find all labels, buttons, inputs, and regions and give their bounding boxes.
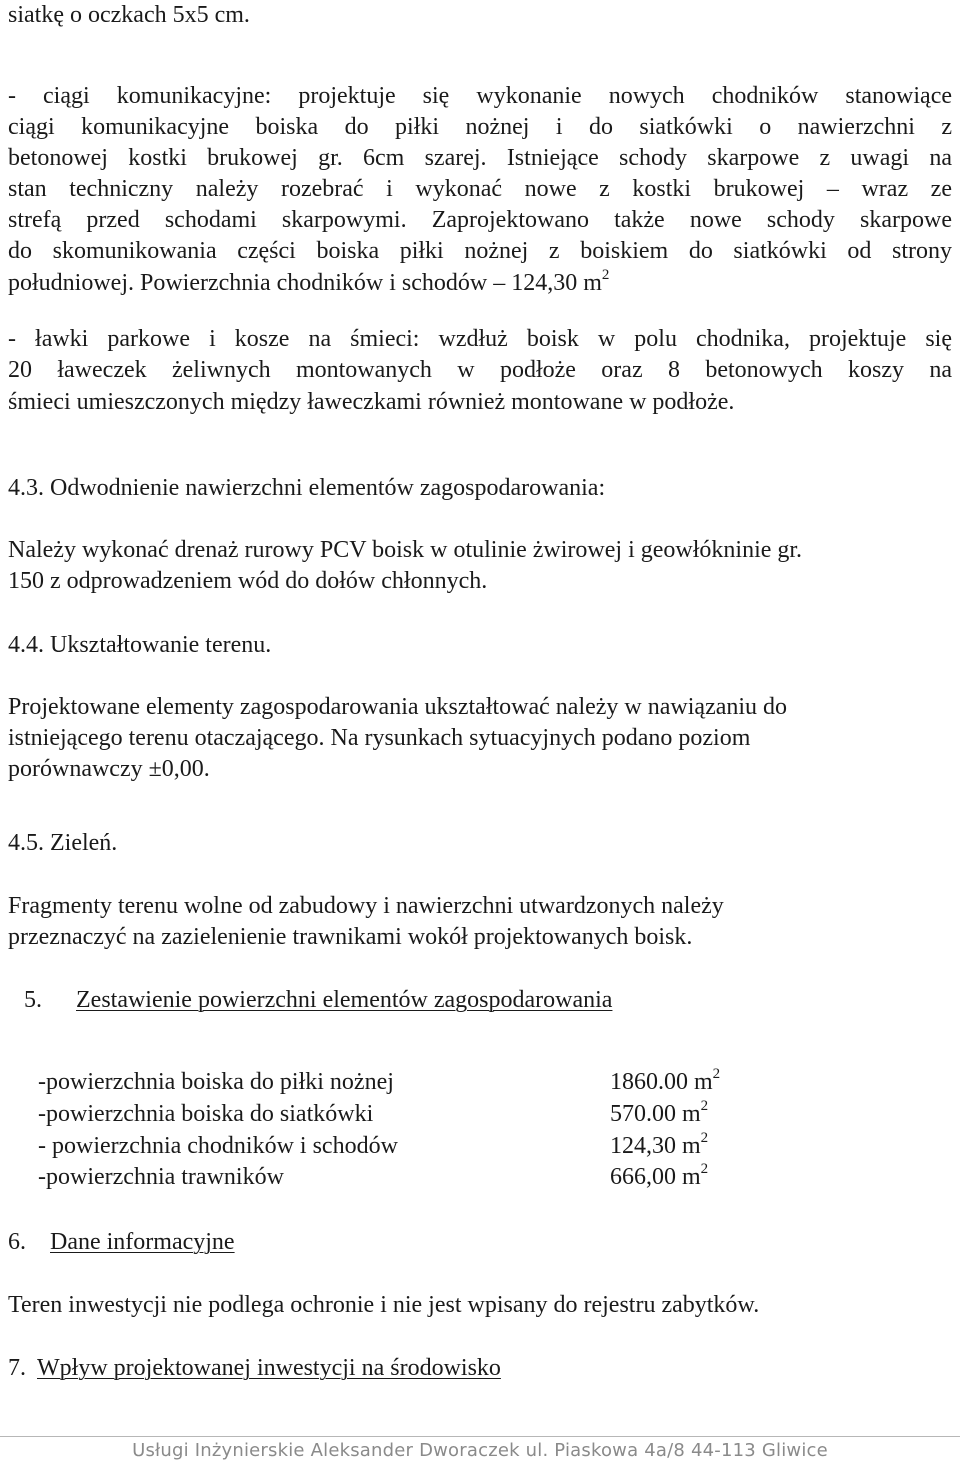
paragraph-last-line [8, 268, 952, 298]
section-title: Zestawienie powierzchni elementów zagospodarowania [76, 987, 613, 1013]
row-value [610, 1099, 708, 1129]
paragraph-line: stan techniczny należy rozebrać i wykonać nowe z kostki brukowej – wraz ze [8, 176, 952, 202]
section-4-4-line: porównawczy ±0,00. [8, 756, 210, 782]
paragraph-line: betonowej kostki brukowej gr. 6cm szarej. Istniejące schody skarpowe z uwagi na [8, 145, 952, 171]
section-5-heading [8, 985, 952, 1015]
section-4-5-heading: 4.5. Zieleń. [8, 830, 118, 856]
table-row [38, 1067, 778, 1097]
table-row [38, 1131, 778, 1161]
section-title: Wpływ projektowanej inwestycji na środowisko [37, 1355, 501, 1381]
row-value [610, 1067, 720, 1097]
area-value: 570.00 m [610, 1101, 701, 1127]
paragraph-line: - ciągi komunikacyjne: projektuje się wykonanie nowych chodników stanowiące [8, 83, 952, 109]
section-4-3-heading: 4.3. Odwodnienie nawierzchni elementów zagospodarowania: [8, 475, 606, 501]
paragraph-line: ciągi komunikacyjne boiska do piłki nożnej i do siatkówki o nawierzchni z [8, 114, 952, 140]
top-fragment-line: siatkę o oczkach 5x5 cm. [8, 2, 250, 28]
paragraph-line: strefą przed schodami skarpowymi. Zaprojektowano także nowe schody skarpowe [8, 207, 952, 233]
superscript: 2 [700, 1161, 709, 1177]
row-label: - powierzchnia chodników i schodów [38, 1133, 398, 1159]
row-label: -powierzchnia boiska do siatkówki [38, 1101, 374, 1127]
row-value [610, 1131, 708, 1161]
row-label: -powierzchnia boiska do piłki nożnej [38, 1069, 394, 1095]
page-footer: Usługi Inżynierskie Aleksander Dworaczek ul. Piaskowa 4a/8 44-113 Gliwice [132, 1440, 828, 1461]
superscript: 2 [712, 1066, 721, 1082]
superscript: 2 [700, 1098, 709, 1114]
section-7-heading [8, 1353, 952, 1383]
section-number: 5. [24, 987, 42, 1013]
section-6-text: Teren inwestycji nie podlega ochronie i nie jest wpisany do rejestru zabytków. [8, 1292, 760, 1318]
superscript: 2 [601, 267, 610, 283]
section-4-4-line: Projektowane elementy zagospodarowania ukształtować należy w nawiązaniu do [8, 694, 788, 720]
section-6-heading [8, 1227, 952, 1257]
row-label: -powierzchnia trawników [38, 1164, 284, 1190]
table-row [38, 1099, 778, 1129]
area-value: 666,00 m [610, 1164, 701, 1190]
section-4-5-line: przeznaczyć na zazielenienie trawnikami wokół projektowanych boisk. [8, 924, 693, 950]
superscript: 2 [700, 1130, 709, 1146]
footer-divider [0, 1436, 960, 1437]
section-4-3-line: Należy wykonać drenaż rurowy PCV boisk w otulinie żwirowej i geowłókninie gr. [8, 537, 803, 563]
paragraph-line: do skomunikowania części boiska piłki nożnej z boiskiem do siatkówki od strony [8, 238, 952, 264]
paragraph-last-line: śmieci umieszczonych między ławeczkami również montowane w podłoże. [8, 389, 735, 415]
section-number: 6. [8, 1229, 26, 1255]
paragraph-line: 20 ławeczek żeliwnych montowanych w podłoże oraz 8 betonowych koszy na [8, 357, 952, 383]
area-summary-table [38, 1067, 778, 1195]
table-row [38, 1162, 778, 1192]
section-4-3-line: 150 z odprowadzeniem wód do dołów chłonnych. [8, 568, 488, 594]
section-number: 7. [8, 1355, 26, 1381]
section-4-4-line: istniejącego terenu otaczającego. Na rysunkach sytuacyjnych podano poziom [8, 725, 751, 751]
section-4-5-line: Fragmenty terenu wolne od zabudowy i nawierzchni utwardzonych należy [8, 893, 724, 919]
paths-area-text: południowej. Powierzchnia chodników i schodów – 124,30 m [8, 270, 602, 296]
section-4-4-heading: 4.4. Ukształtowanie terenu. [8, 632, 272, 658]
area-value: 124,30 m [610, 1133, 701, 1159]
area-value: 1860.00 m [610, 1069, 713, 1095]
paragraph-line: - ławki parkowe i kosze na śmieci: wzdłuż boisk w polu chodnika, projektuje się [8, 326, 952, 352]
row-value [610, 1162, 708, 1192]
section-title: Dane informacyjne [50, 1229, 235, 1255]
